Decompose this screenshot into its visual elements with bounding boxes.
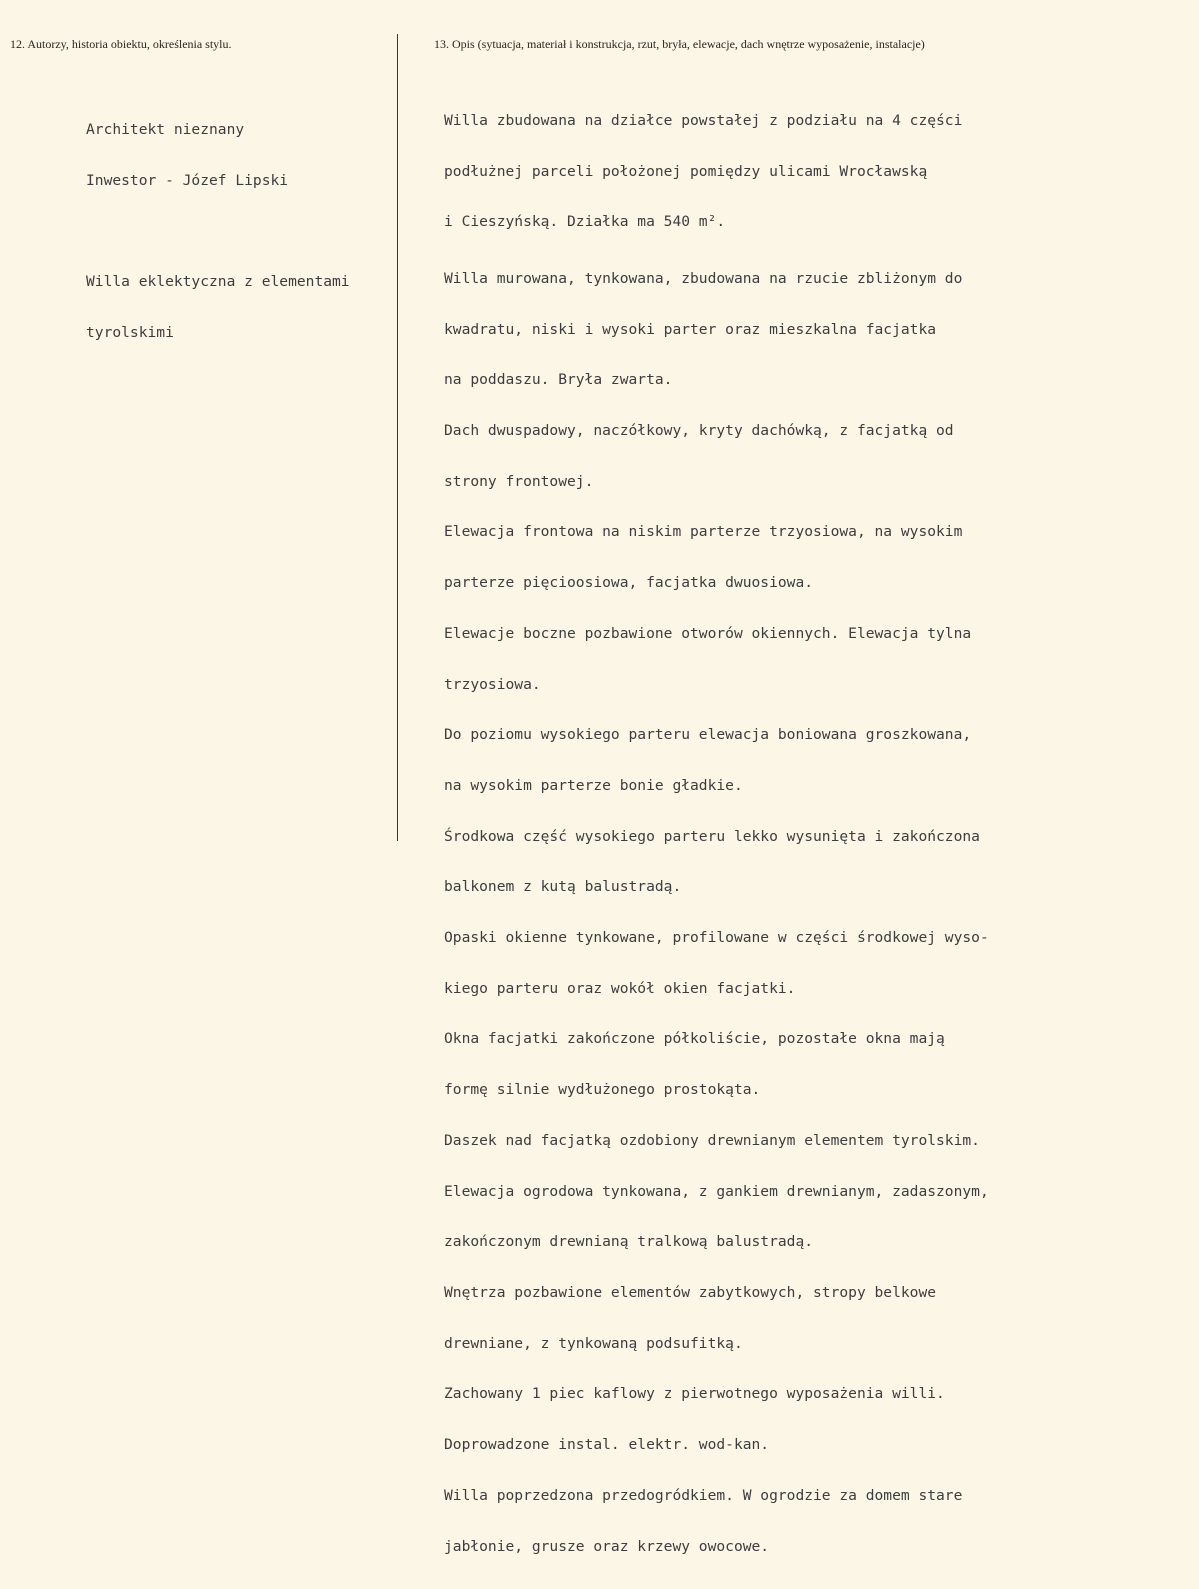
description-line: strony frontowej. bbox=[444, 472, 594, 490]
description-line: formę silnie wydłużonego prostokąta. bbox=[444, 1081, 761, 1099]
architect-line: Architekt nieznany bbox=[86, 120, 245, 138]
description-line: Do poziomu wysokiego parteru elewacja boniowana groszkowana, bbox=[444, 726, 972, 744]
description-line: trzyosiowa. bbox=[444, 675, 541, 693]
description-line: kwadratu, niski i wysoki parter oraz mieszkalna facjatka bbox=[444, 320, 937, 338]
description-line: Dach dwuspadowy, naczółkowy, kryty dachówką, z facjatką od bbox=[444, 422, 954, 440]
description-line: i Cieszyńską. Działka ma 540 m². bbox=[444, 213, 726, 231]
description-line: Willa zbudowana na działce powstałej z podziału na 4 części bbox=[444, 111, 963, 129]
authors-history-text bbox=[86, 88, 350, 375]
description-line: Elewacja ogrodowa tynkowana, z gankiem drewnianym, zadaszonym, bbox=[444, 1182, 989, 1200]
section-12-header: 12. Autorzy, historia obiektu, określenia stylu. bbox=[10, 37, 232, 51]
description-line: Okna facjatki zakończone półkoliście, pozostałe okna mają bbox=[444, 1030, 945, 1048]
section-13-header: 13. Opis (sytuacja, materiał i konstrukcja, rzut, bryła, elewacje, dach wnętrze wyposażenie, instalacje) bbox=[434, 37, 925, 51]
description-line: balkonem z kutą balustradą. bbox=[444, 878, 682, 896]
description-line: Elewacja frontowa na niskim parterze trzyosiowa, na wysokim bbox=[444, 523, 963, 541]
description-line: kiego parteru oraz wokół okien facjatki. bbox=[444, 979, 796, 997]
description-line: podłużnej parceli położonej pomiędzy ulicami Wrocławską bbox=[444, 162, 928, 180]
investor-line: Inwestor - Józef Lipski bbox=[86, 171, 289, 189]
description-line: Środkowa część wysokiego parteru lekko wysunięta i zakończona bbox=[444, 827, 980, 845]
description-line: jabłonie, grusze oraz krzewy owocowe. bbox=[444, 1537, 770, 1555]
style-line: Willa eklektyczna z elementami bbox=[86, 273, 350, 291]
description-line: Zachowany 1 piec kaflowy z pierwotnego wyposażenia willi. bbox=[444, 1385, 945, 1403]
style-line: tyrolskimi bbox=[86, 323, 174, 341]
description-text bbox=[444, 79, 989, 1589]
description-line: Willa murowana, tynkowana, zbudowana na rzucie zbliżonym do bbox=[444, 269, 963, 287]
description-line: Daszek nad facjatką ozdobiony drewnianym elementem tyrolskim. bbox=[444, 1131, 980, 1149]
description-line: parterze pięcioosiowa, facjatka dwuosiowa. bbox=[444, 574, 814, 592]
description-line: na wysokim parterze bonie gładkie. bbox=[444, 776, 743, 794]
description-line: Doprowadzone instal. elektr. wod-kan. bbox=[444, 1436, 770, 1454]
column-divider bbox=[397, 34, 398, 841]
description-line: Willa poprzedzona przedogródkiem. W ogrodzie za domem stare bbox=[444, 1486, 963, 1504]
description-line: Elewacje boczne pozbawione otworów okiennych. Elewacja tylna bbox=[444, 624, 972, 642]
description-line: drewniane, z tynkowaną podsufitką. bbox=[444, 1334, 743, 1352]
description-line: Opaski okienne tynkowane, profilowane w części środkowej wyso- bbox=[444, 929, 989, 947]
description-line: na poddaszu. Bryła zwarta. bbox=[444, 371, 673, 389]
description-line: Wnętrza pozbawione elementów zabytkowych, stropy belkowe bbox=[444, 1283, 937, 1301]
description-line: zakończonym drewnianą tralkową balustradą. bbox=[444, 1233, 814, 1251]
